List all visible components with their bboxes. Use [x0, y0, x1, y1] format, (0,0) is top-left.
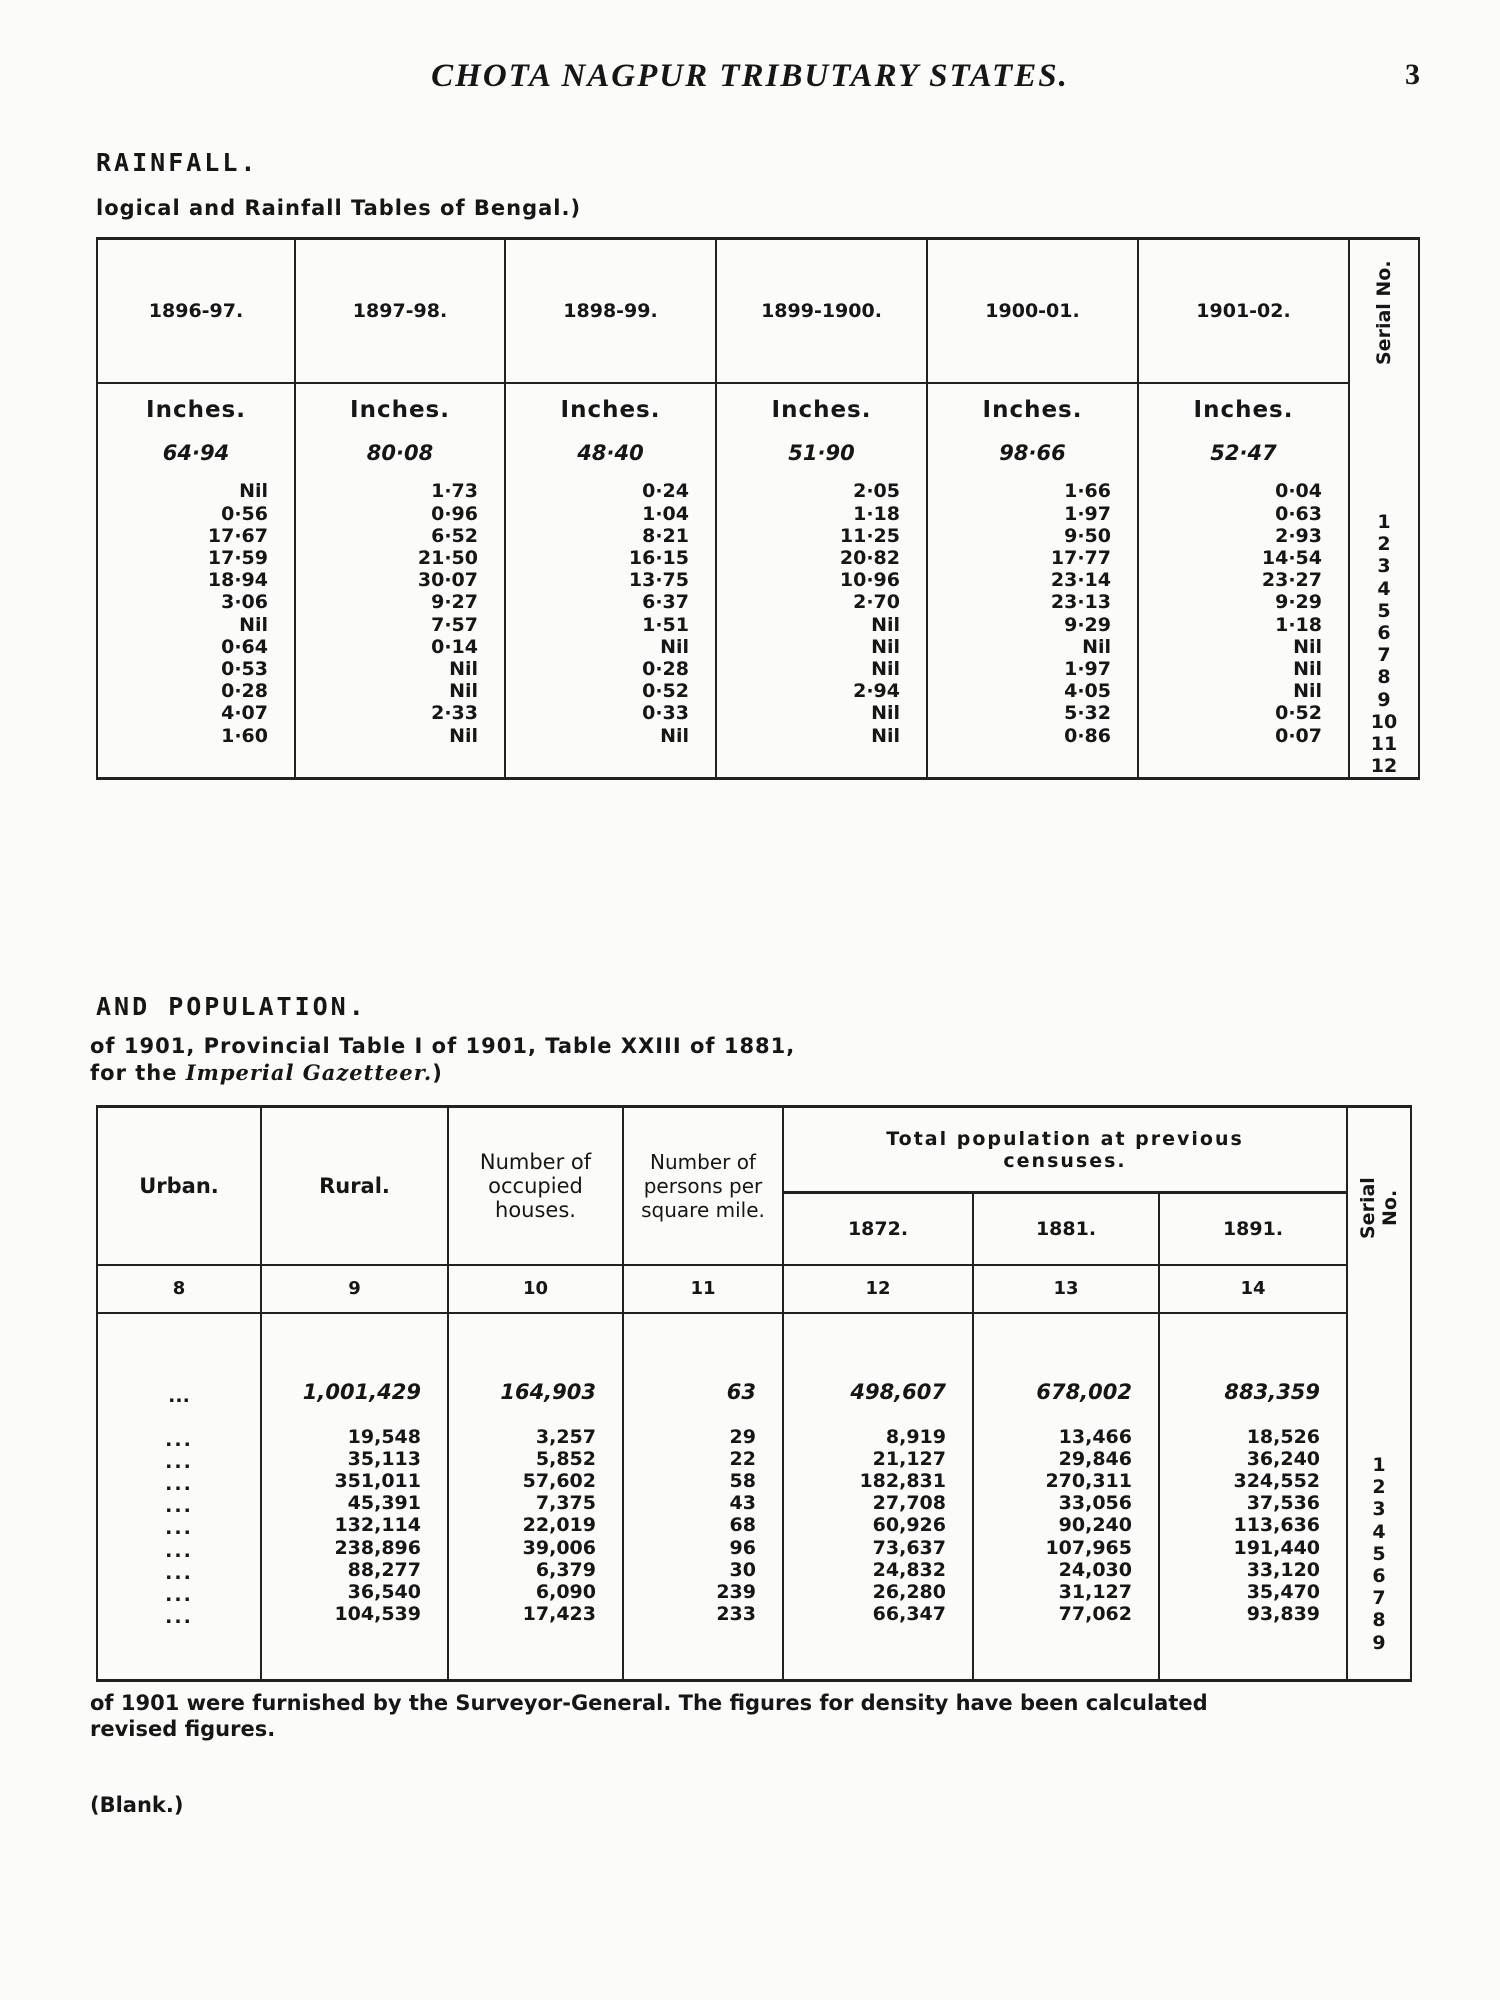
page-number: 3 — [1405, 58, 1420, 91]
footnote-line-2: revised figures. — [90, 1717, 276, 1741]
population-source-prefix: for the — [90, 1061, 186, 1085]
rainfall-values-1896-97: Nil 0·56 17·67 17·59 18·94 3·06 Nil 0·64 0·53 0·28 4·07 1·60 — [97, 470, 295, 779]
pop-values-1872: 8,919 21,127 182,831 27,708 60,926 73,637 24,832 26,280 66,347 — [859, 1425, 946, 1626]
pop-col-houses: Number of occupied houses. — [448, 1107, 623, 1265]
rainfall-values-1898-99: 0·24 1·04 8·21 16·15 13·75 6·37 1·51 Nil 0·28 0·52 0·33 Nil — [505, 470, 716, 779]
rainfall-col-1896-97: 1896-97. — [97, 239, 295, 384]
rainfall-title: RAINFALL. — [96, 148, 259, 177]
rainfall-table — [96, 237, 1420, 780]
rainfall-total: 51·90 — [716, 435, 927, 470]
pop-values-rural: 19,548 35,113 351,011 45,391 132,114 238,896 88,277 36,540 104,539 — [334, 1425, 421, 1626]
rainfall-values-1900-01: 1·66 1·97 9·50 17·77 23·14 23·13 9·29 Nil 1·97 4·05 5·32 0·86 — [927, 470, 1138, 779]
pop-col-number: 8 — [97, 1265, 261, 1313]
population-source-line2 — [90, 1060, 443, 1085]
rainfall-values-1897-98: 1·73 0·96 6·52 21·50 30·07 9·27 7·57 0·14 Nil Nil 2·33 Nil — [295, 470, 505, 779]
pop-total-1872: 498,607 — [850, 1379, 946, 1404]
pop-col-number: 13 — [973, 1265, 1159, 1313]
pop-total-1881: 678,002 — [1036, 1379, 1132, 1404]
rainfall-col-1899-1900: 1899-1900. — [716, 239, 927, 384]
rainfall-unit: Inches. — [295, 383, 505, 435]
footnote — [90, 1690, 1420, 1742]
pop-1881-cell — [973, 1313, 1159, 1681]
pop-col-number: 14 — [1159, 1265, 1347, 1313]
population-source-line1: of 1901, Provincial Table I of 1901, Table XXIII of 1881, — [90, 1034, 796, 1058]
rainfall-values-1901-02: 0·04 0·63 2·93 14·54 23·27 9·29 1·18 Nil Nil Nil 0·52 0·07 — [1138, 470, 1349, 779]
population-source-italic: Imperial Gazetteer. — [185, 1060, 433, 1085]
rainfall-values-1899-1900: 2·05 1·18 11·25 20·82 10·96 2·70 Nil Nil Nil 2·94 Nil Nil — [716, 470, 927, 779]
rainfall-unit: Inches. — [97, 383, 295, 435]
pop-urban-cell — [97, 1313, 261, 1681]
blank-note: (Blank.) — [90, 1793, 184, 1817]
rainfall-col-1900-01: 1900-01. — [927, 239, 1138, 384]
pop-values-1891: 18,526 36,240 324,552 37,536 113,636 191,440 33,120 35,470 93,839 — [1233, 1425, 1321, 1626]
population-title: AND POPULATION. — [96, 992, 367, 1021]
pop-col-number: 9 — [261, 1265, 448, 1313]
population-serial-label: Serial No. — [1357, 1177, 1402, 1239]
pop-1891-cell — [1159, 1313, 1347, 1681]
pop-density-cell — [623, 1313, 783, 1681]
population-source-suffix: ) — [432, 1061, 443, 1085]
rainfall-total: 64·94 — [97, 435, 295, 470]
pop-col-1891: 1891. — [1159, 1193, 1347, 1265]
rainfall-col-1898-99: 1898-99. — [505, 239, 716, 384]
pop-values-urban: ... ... ... ... ... ... ... ... ... — [165, 1428, 193, 1629]
population-serial-column — [1347, 1107, 1411, 1681]
pop-col-previous-censuses: Total population at previous censuses. — [783, 1107, 1347, 1193]
rainfall-col-1897-98: 1897-98. — [295, 239, 505, 384]
rainfall-col-1901-02: 1901-02. — [1138, 239, 1349, 384]
rainfall-total: 98·66 — [927, 435, 1138, 470]
pop-col-number: 12 — [783, 1265, 973, 1313]
pop-col-density: Number of persons per square mile. — [623, 1107, 783, 1265]
rainfall-unit: Inches. — [716, 383, 927, 435]
rainfall-unit: Inches. — [1138, 383, 1349, 435]
pop-total-density: 63 — [726, 1379, 756, 1404]
pop-1872-cell — [783, 1313, 973, 1681]
footnote-line-1: of 1901 were furnished by the Surveyor-General. The figures for density have been calculated — [90, 1691, 1208, 1715]
pop-values-density: 29 22 58 43 68 96 30 239 233 — [716, 1425, 756, 1626]
rainfall-serial-label: Serial No. — [1373, 260, 1395, 366]
rainfall-serial-column — [1349, 239, 1419, 779]
rainfall-unit: Inches. — [927, 383, 1138, 435]
rainfall-total: 48·40 — [505, 435, 716, 470]
pop-values-houses: 3,257 5,852 57,602 7,375 22,019 39,006 6,379 6,090 17,423 — [522, 1425, 596, 1626]
pop-col-1872: 1872. — [783, 1193, 973, 1265]
pop-total-houses: 164,903 — [500, 1379, 596, 1404]
rainfall-total: 80·08 — [295, 435, 505, 470]
pop-houses-cell — [448, 1313, 623, 1681]
rainfall-total: 52·47 — [1138, 435, 1349, 470]
rainfall-serial-numbers: 1 2 3 4 5 6 7 8 9 10 11 12 — [1370, 511, 1398, 778]
pop-values-1881: 13,466 29,846 270,311 33,056 90,240 107,965 24,030 31,127 77,062 — [1045, 1425, 1132, 1626]
pop-rural-cell — [261, 1313, 448, 1681]
pop-col-number: 11 — [623, 1265, 783, 1313]
pop-total-1891: 883,359 — [1224, 1379, 1321, 1404]
pop-col-1881: 1881. — [973, 1193, 1159, 1265]
rainfall-source: logical and Rainfall Tables of Bengal.) — [96, 196, 582, 220]
pop-col-urban: Urban. — [97, 1107, 261, 1265]
population-serial-numbers: 1 2 3 4 5 6 7 8 9 — [1372, 1454, 1386, 1654]
pop-col-rural: Rural. — [261, 1107, 448, 1265]
pop-col-number: 10 — [448, 1265, 623, 1313]
page-title: CHOTA NAGPUR TRIBUTARY STATES. — [431, 58, 1069, 94]
pop-total-rural: 1,001,429 — [302, 1379, 421, 1404]
pop-total-urban: ... — [168, 1384, 190, 1407]
rainfall-unit: Inches. — [505, 383, 716, 435]
population-table — [96, 1105, 1412, 1682]
